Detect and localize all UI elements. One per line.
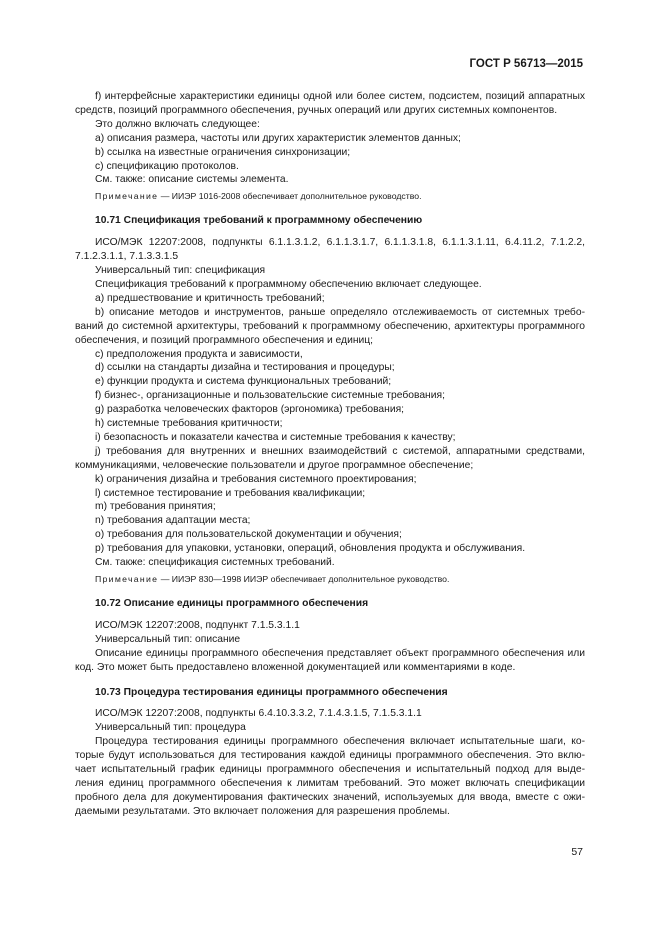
list-item: o) требования для пользовательской документации и обучения; (95, 529, 402, 541)
paragraph: Описание единицы программного обеспечения представляет объект программного обеспечения или код. Это может быть предоставлено вложенной документацией или комментариями в коде. (75, 647, 585, 673)
section-title-10-71: 10.71 Спецификация требований к программному обеспечению (95, 215, 423, 227)
document-id-header: ГОСТ Р 56713—2015 (469, 58, 583, 70)
page-content (75, 90, 585, 819)
reference: ИСО/МЭК 12207:2008, подпункт 7.1.5.3.1.1 (95, 619, 300, 631)
list-item: k) ограничения дизайна и требования системного проектирования; (95, 473, 417, 485)
list-item: l) системное тестирование и требования квалификации; (95, 487, 366, 499)
paragraph: Процедура тестирования единицы программного обеспечения включает испытательные шаги, которые будут использоваться для тестирования каждой единицы программного обеспечения. Это включает испытательный график единицы программного обеспечения и испытательный подход для выделения единиц программного обеспечения к лимитам требований. Это может включать спецификации пробного дела для документирования фактических значений, используемых для ввода, вместе с ожидаемыми результатами. Это включает положения для разрешения проблемы. (75, 736, 585, 817)
note (95, 573, 585, 586)
list-item: g) разработка человеческих факторов (эргономика) требования; (95, 404, 405, 416)
list-item: d) ссылки на стандарты дизайна и тестирования и процедуры; (95, 362, 395, 374)
see-also: См. также: описание системы элемента. (95, 174, 289, 186)
note (95, 190, 585, 203)
list-item: n) требования адаптации места; (95, 515, 251, 527)
list-item: c) спецификацию протоколов. (95, 160, 239, 172)
paragraph: Спецификация требований к программному обеспечению включает следующее. (95, 278, 482, 290)
list-item: f) бизнес-, организационные и пользовательские системные требования; (95, 390, 445, 402)
section-title-10-73: 10.73 Процедура тестирования единицы программного обеспечения (95, 686, 448, 698)
list-item: i) безопасность и показатели качества и системные требования к качеству; (95, 431, 456, 443)
list-item: j) требования для внутренних и внешних взаимодействий с системой, аппаратными средствами, коммуникациями, человеческие пользователи и другое программное обеспечение; (75, 445, 585, 471)
list-item: c) предположения продукта и зависимости, (95, 348, 303, 360)
paragraph: f) интерфейсные характеристики единицы одной или более систем, подсистем, позиций аппаратных средств, позиций программного обеспечения, ручных операций или других системных компонентов. (75, 91, 585, 116)
universal-type: Универсальный тип: спецификация (95, 265, 266, 277)
list-item: p) требования для упаковки, установки, операций, обновления продукта и обслуживания. (95, 543, 526, 555)
note-text: — ИИЭР 1016-2008 обеспечивает дополнительное руководство. (158, 191, 422, 202)
universal-type: Универсальный тип: процедура (95, 722, 246, 734)
note-label: Примечание (95, 191, 159, 202)
list-item: h) системные требования критичности; (95, 418, 283, 430)
reference: ИСО/МЭК 12207:2008, подпункты 6.1.1.3.1.2, 6.1.1.3.1.7, 6.1.1.3.1.8, 6.1.1.3.1.11, 6.4.11.2, 7.1.2.2, 7.1.2.3.1.1, 7.1.3.3.1.5 (75, 237, 585, 263)
note-text: — ИИЭР 830—1998 ИИЭР обеспечивает дополнительное руководство. (158, 574, 450, 584)
universal-type: Универсальный тип: описание (95, 633, 241, 645)
reference: ИСО/МЭК 12207:2008, подпункты 6.4.10.3.3.2, 7.1.4.3.1.5, 7.1.5.3.1.1 (95, 708, 422, 720)
page-number: 57 (571, 846, 583, 858)
note-label: Примечание (95, 574, 159, 584)
list-item: a) предшествование и критичность требований; (95, 292, 325, 304)
see-also: См. также: спецификация системных требований. (95, 557, 335, 569)
list-item: a) описания размера, частоты или других характеристик элементов данных; (95, 132, 461, 144)
list-item: m) требования принятия; (95, 501, 216, 513)
list-item: b) описание методов и инструментов, раньше определяло отслеживаемость от системных требований до системной архитектуры, требований к программному обеспечению, архитектуры программного обеспечения, и позиций программного обеспечения и единиц; (75, 306, 585, 346)
list-item: Это должно включать следующее: (95, 118, 260, 130)
list-item: e) функции продукта и система функциональных требований; (95, 376, 392, 388)
section-title-10-72: 10.72 Описание единицы программного обеспечения (95, 598, 369, 609)
list-item: b) ссылка на известные ограничения синхронизации; (95, 146, 351, 158)
